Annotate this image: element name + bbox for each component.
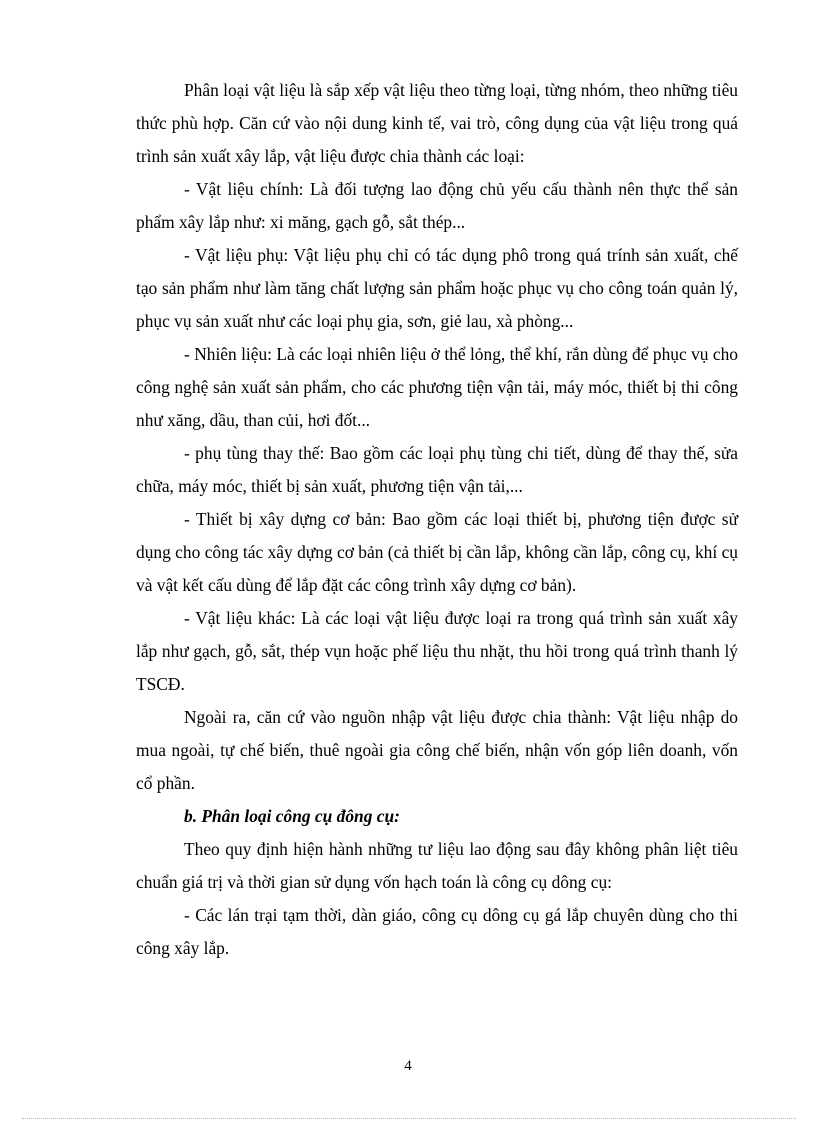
paragraph-fuel: - Nhiên liệu: Là các loại nhiên liệu ở thể lỏng, thể khí, rắn dùng để phục vụ cho công nghệ sản xuất sản phẩm, cho các phương tiện vận tải, máy móc, thiết bị thi công như xăng, dầu, than củi, hơi đốt... [136, 344, 738, 430]
section-heading: b. Phân loại công cụ đông cụ: [184, 806, 400, 826]
paragraph-auxiliary-materials: - Vật liệu phụ: Vật liệu phụ chỉ có tác dụng phô trong quá trính sản xuất, chế tạo sản phẩm như làm tăng chất lượng sản phẩm hoặc phục vụ cho công toán quản lý, phục vụ sản xuất như các loại phụ gia, sơn, giẻ lau, xà phòng... [136, 245, 738, 331]
paragraph-spare-parts: - phụ tùng thay thế: Bao gồm các loại phụ tùng chi tiết, dùng để thay thế, sửa chữa, máy móc, thiết bị sản xuất, phương tiện vận tải,... [136, 443, 738, 496]
page-number: 4 [404, 1058, 412, 1074]
paragraph-tool-regulation: Theo quy định hiện hành những tư liệu lao động sau đây không phân liệt tiêu chuẩn giá trị và thời gian sử dụng vốn hạch toán là công cụ dông cụ: [136, 839, 738, 892]
paragraph-main-materials: - Vật liệu chính: Là đối tượng lao động chủ yếu cấu thành nên thực thể sản phẩm xây lắp như: xi măng, gạch gỗ, sắt thép... [136, 179, 738, 232]
document-body [136, 74, 738, 965]
footer-divider [22, 1118, 796, 1119]
paragraph-temporary-structures: - Các lán trại tạm thời, dàn giáo, công cụ dông cụ gá lắp chuyên dùng cho thi công xây lắp. [136, 905, 738, 958]
paragraph-material-sources: Ngoài ra, căn cứ vào nguồn nhập vật liệu được chia thành: Vật liệu nhập do mua ngoài, tự chế biến, thuê ngoài gia công chế biến, nhận vốn góp liên doanh, vốn cổ phần. [136, 707, 738, 793]
paragraph-material-classification: Phân loại vật liệu là sắp xếp vật liệu theo từng loại, từng nhóm, theo những tiêu thức phù hợp. Căn cứ vào nội dung kinh tế, vai trò, công dụng của vật liệu trong quá trình sản xuất xây lắp, vật liệu được chia thành các loại: [136, 80, 738, 166]
paragraph-construction-equipment: - Thiết bị xây dựng cơ bản: Bao gồm các loại thiết bị, phương tiện được sử dụng cho công tác xây dựng cơ bản (cả thiết bị cần lắp, không cần lắp, công cụ, khí cụ và vật kết cấu dùng để lắp đặt các công trình xây dựng cơ bản). [136, 509, 738, 595]
paragraph-other-materials: - Vật liệu khác: Là các loại vật liệu được loại ra trong quá trình sản xuất xây lắp như gạch, gỗ, sắt, thép vụn hoặc phế liệu thu nhặt, thu hồi trong quá trình thanh lý TSCĐ. [136, 608, 738, 694]
